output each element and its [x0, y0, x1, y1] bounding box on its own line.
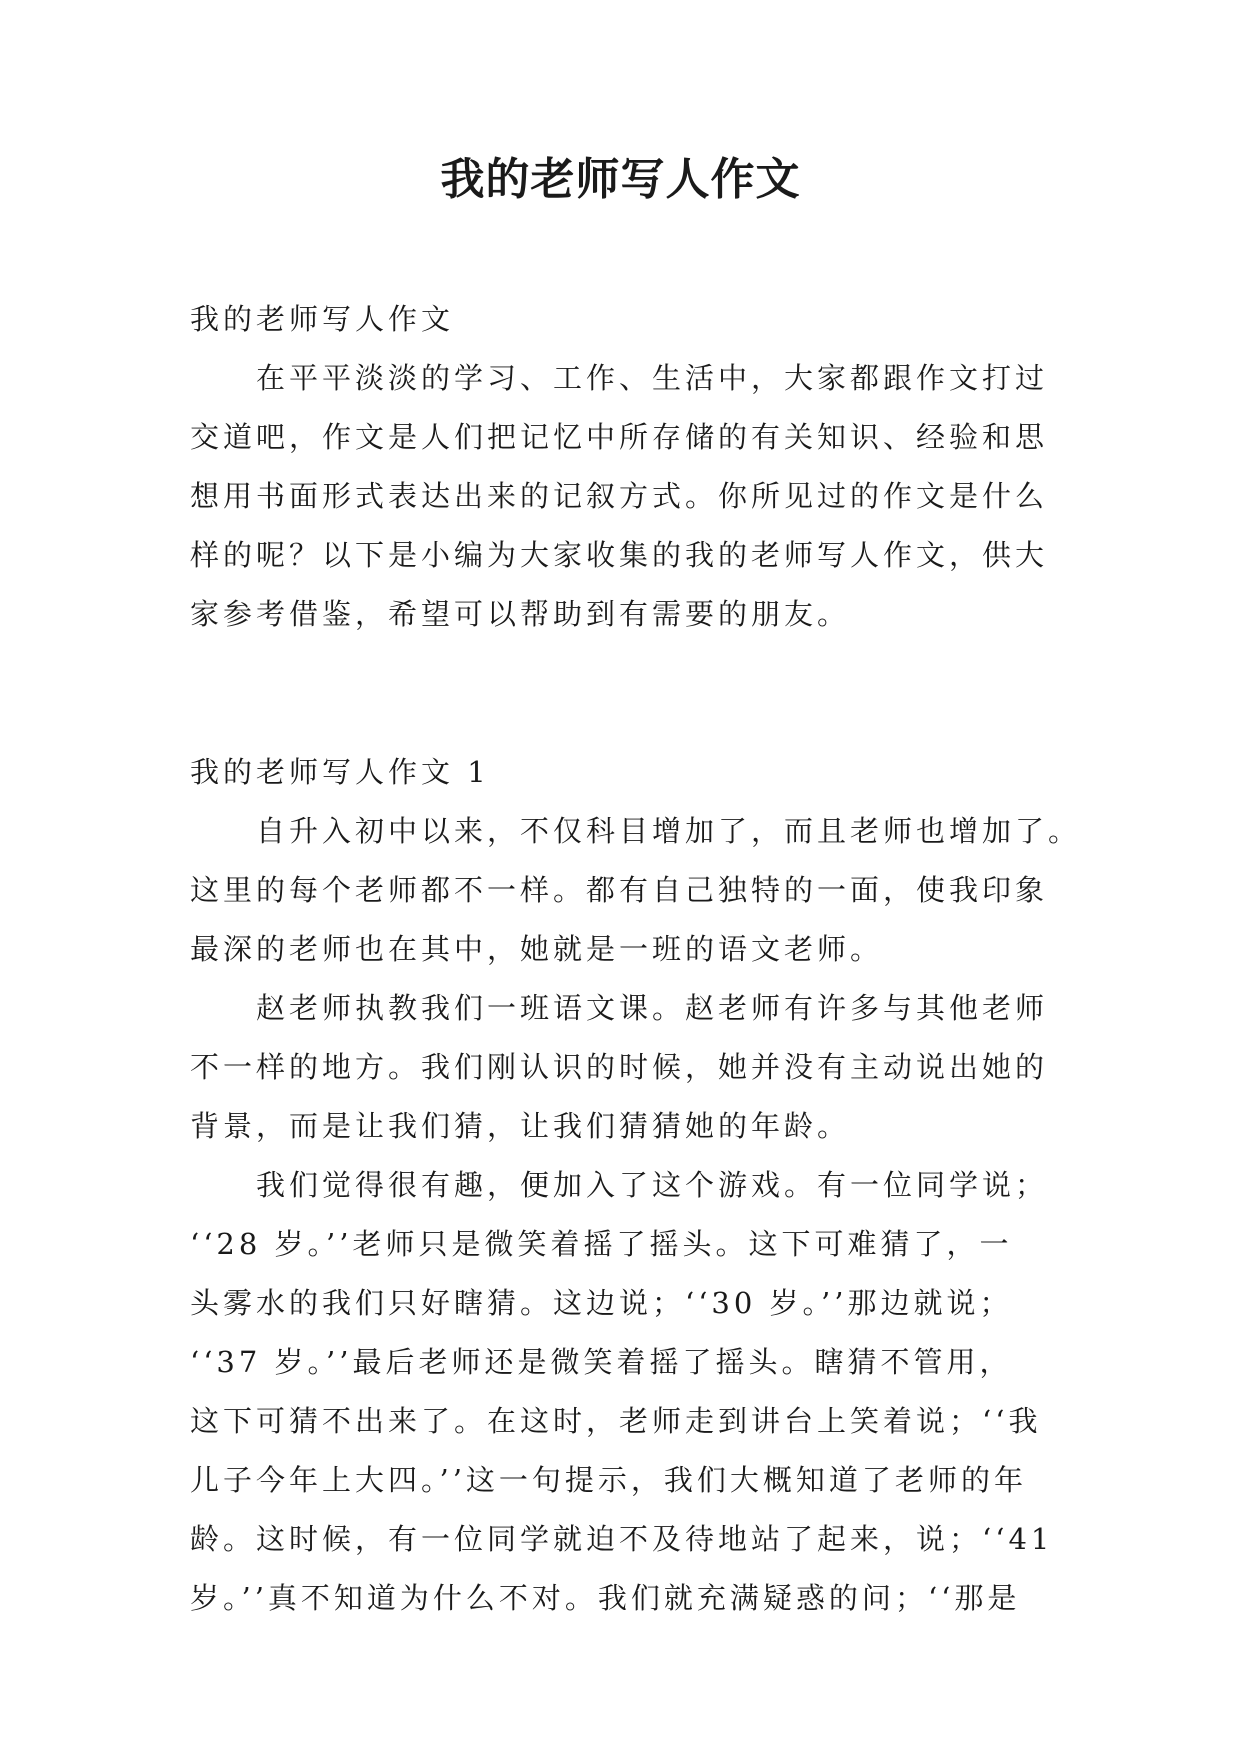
intro-line: 想用书面形式表达出来的记叙方式。你所见过的作文是什么 [190, 479, 1049, 513]
intro-line: 样的呢？以下是小编为大家收集的我的老师写人作文，供大 [190, 538, 1049, 572]
document-body [190, 290, 1082, 1628]
intro-paragraph [190, 349, 1058, 644]
essay-subtitle: 我的老师写人作文 [190, 302, 455, 336]
body-line: 岁。’’真不知道为什么不对。我们就充满疑惑的问；‘‘那是 [190, 1581, 1021, 1615]
document-title: 我的老师写人作文 [440, 154, 801, 205]
body-line: 最深的老师也在其中，她就是一班的语文老师。 [190, 932, 884, 966]
body-line: 这里的每个老师都不一样。都有自己独特的一面，使我印象 [190, 873, 1049, 907]
body-line: 背景，而是让我们猜，让我们猜猜她的年龄。 [190, 1109, 851, 1143]
body-line: ‘‘28 岁。’’老师只是微笑着摇了摇头。这下可难猜了，一 [190, 1227, 1013, 1261]
body-line: 不一样的地方。我们刚认识的时候，她并没有主动说出她的 [190, 1050, 1049, 1084]
section-body [190, 802, 1082, 1628]
intro-line: 家参考借鉴，希望可以帮助到有需要的朋友。 [190, 597, 851, 631]
body-line: ‘‘37 岁。’’最后老师还是微笑着摇了摇头。瞎猜不管用， [190, 1345, 1013, 1379]
body-line: 儿子今年上大四。’’这一句提示，我们大概知道了老师的年 [190, 1463, 1027, 1497]
intro-line: 在平平淡淡的学习、工作、生活中，大家都跟作文打过 [190, 361, 1049, 395]
body-line: 我们觉得很有趣，便加入了这个游戏。有一位同学说； [190, 1168, 1049, 1202]
section-heading: 我的老师写人作文 1 [190, 755, 490, 789]
body-line: 龄。这时候，有一位同学就迫不及待地站了起来，说；‘‘41 [190, 1522, 1054, 1556]
body-line: 自升入初中以来，不仅科目增加了，而且老师也增加了。 [190, 814, 1082, 848]
intro-line: 交道吧，作文是人们把记忆中所存储的有关知识、经验和思 [190, 420, 1049, 454]
body-line: 赵老师执教我们一班语文课。赵老师有许多与其他老师 [190, 991, 1049, 1025]
section-spacer [190, 644, 1058, 743]
body-line: 这下可猜不出来了。在这时，老师走到讲台上笑着说；‘‘我 [190, 1404, 1042, 1438]
body-line: 头雾水的我们只好瞎猜。这边说；‘‘30 岁。’’那边就说； [190, 1286, 1013, 1320]
